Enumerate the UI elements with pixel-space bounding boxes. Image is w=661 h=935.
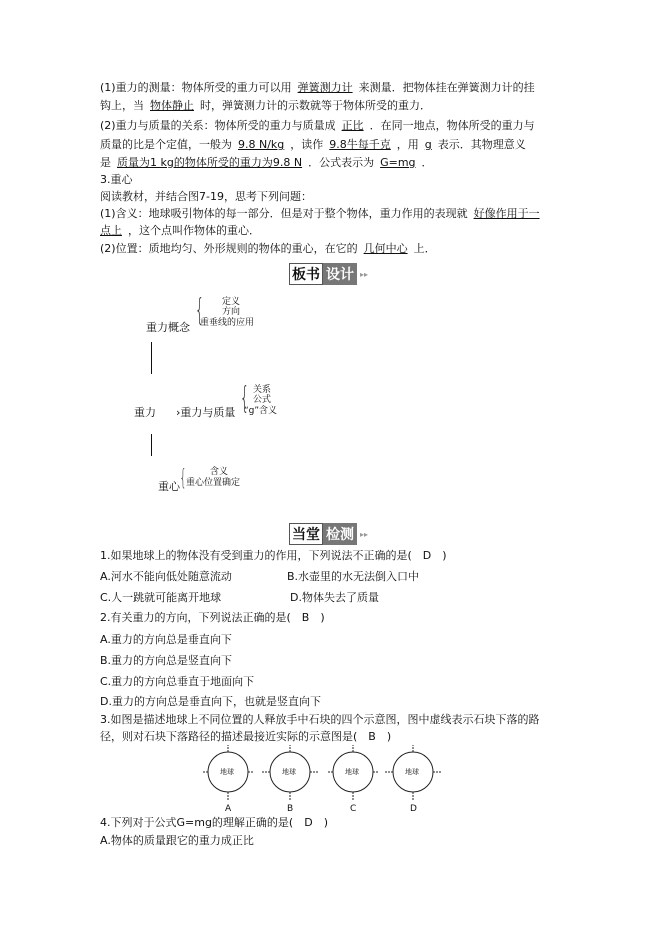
text-line: 点上 ，这个点叫作物体的重心． (100, 224, 260, 237)
option: C.重力的方向总垂直于地面向下 (100, 675, 255, 688)
diagram-item: 方向 (222, 307, 241, 317)
text-line: (2)位置：质地均匀、外形规则的物体的重心，在它的 几何中心 上． (100, 242, 436, 255)
text-line: (2)重力与质量的关系：物体所受的重力与质量成 正比 ．在同一地点，物体所受的重力与 (100, 119, 535, 132)
diagram-item: 公式 (253, 395, 272, 405)
brace: { (194, 293, 205, 328)
arrow-down (151, 434, 152, 456)
question: 2.有关重力的方向，下列说法正确的是( B ) (100, 611, 325, 624)
brace: { (239, 381, 250, 416)
earth-label: 地球 (220, 768, 234, 776)
option: D.物体失去了质量 (290, 591, 379, 604)
brace: { (179, 466, 187, 491)
diagram-center: 重力 (134, 406, 156, 419)
diagram-item: 含义 (210, 467, 229, 477)
arrow-up (151, 342, 152, 374)
diagram-concept: 重力概念 (146, 321, 190, 334)
diagram-item: 重心位置确定 (186, 478, 241, 488)
class-test-header: 当堂 检测 ▸▸ (289, 523, 368, 545)
figure-label: C (350, 804, 357, 814)
diagram-item: 定义 (222, 297, 241, 307)
option: A.物体的质量跟它的重力成正比 (100, 834, 254, 847)
section-title: 3.重心 (100, 173, 133, 186)
diagram-item: “g”含义 (244, 406, 278, 416)
figure-label: D (410, 804, 417, 814)
diagram-relation: ›重力与质量 (176, 406, 236, 419)
text-line: 质量的比是个定值，一般为 9.8 N/kg ，读作 9.8牛每千克 ，用 g 表示．其物理意义 (100, 138, 526, 151)
figure-label: A (225, 804, 232, 814)
option: A.重力的方向总是垂直向下 (100, 633, 232, 646)
earth-label: 地球 (405, 768, 419, 776)
diagram-cg: 重心 (158, 480, 180, 493)
option: B.水壶里的水无法倒入口中 (287, 570, 420, 583)
earth-label: 地球 (345, 768, 359, 776)
earth-label: 地球 (282, 768, 296, 776)
diagram-item: 关系 (253, 385, 272, 395)
board-design-header: 板书 设计 ▸▸ (289, 263, 368, 285)
diagram-item: 重垂线的应用 (200, 318, 255, 328)
question: 径，则对石块下落路径的描述最接近实际的示意图是( B ) (100, 730, 392, 743)
question: 1.如果地球上的物体没有受到重力的作用，下列说法不正确的是( D ) (100, 549, 447, 562)
question: 3.如图是描述地球上不同位置的人释放手中石块的四个示意图，图中虚线表示石块下落的路 (100, 713, 540, 726)
option: B.重力的方向总是竖直向下 (100, 654, 233, 667)
option: A.河水不能向低处随意流动 (100, 570, 232, 583)
option: C.人一跳就可能离开地球 (100, 591, 222, 604)
text-line: (1)重力的测量：物体所受的重力可以用 弹簧测力计 来测量．把物体挂在弹簧测力计的挂 (100, 81, 535, 94)
text-line: 阅读教材，并结合图7-19，思考下列问题： (100, 190, 312, 203)
text-line: 是 质量为1 kg的物体所受的重力为9.8 N ．公式表示为 G=mg ． (100, 156, 433, 169)
text-line: 钩上，当 物体静止 时，弹簧测力计的示数就等于物体所受的重力． (100, 99, 431, 112)
question: 4.下列对于公式G=mg的理解正确的是( D ) (100, 816, 328, 829)
text-line: (1)含义：地球吸引物体的每一部分．但是对于整个物体，重力作用的表现就 好像作用于一 (100, 207, 540, 220)
figure-label: B (287, 804, 294, 814)
option: D.重力的方向总是垂直向下，也就是竖直向下 (100, 695, 321, 708)
